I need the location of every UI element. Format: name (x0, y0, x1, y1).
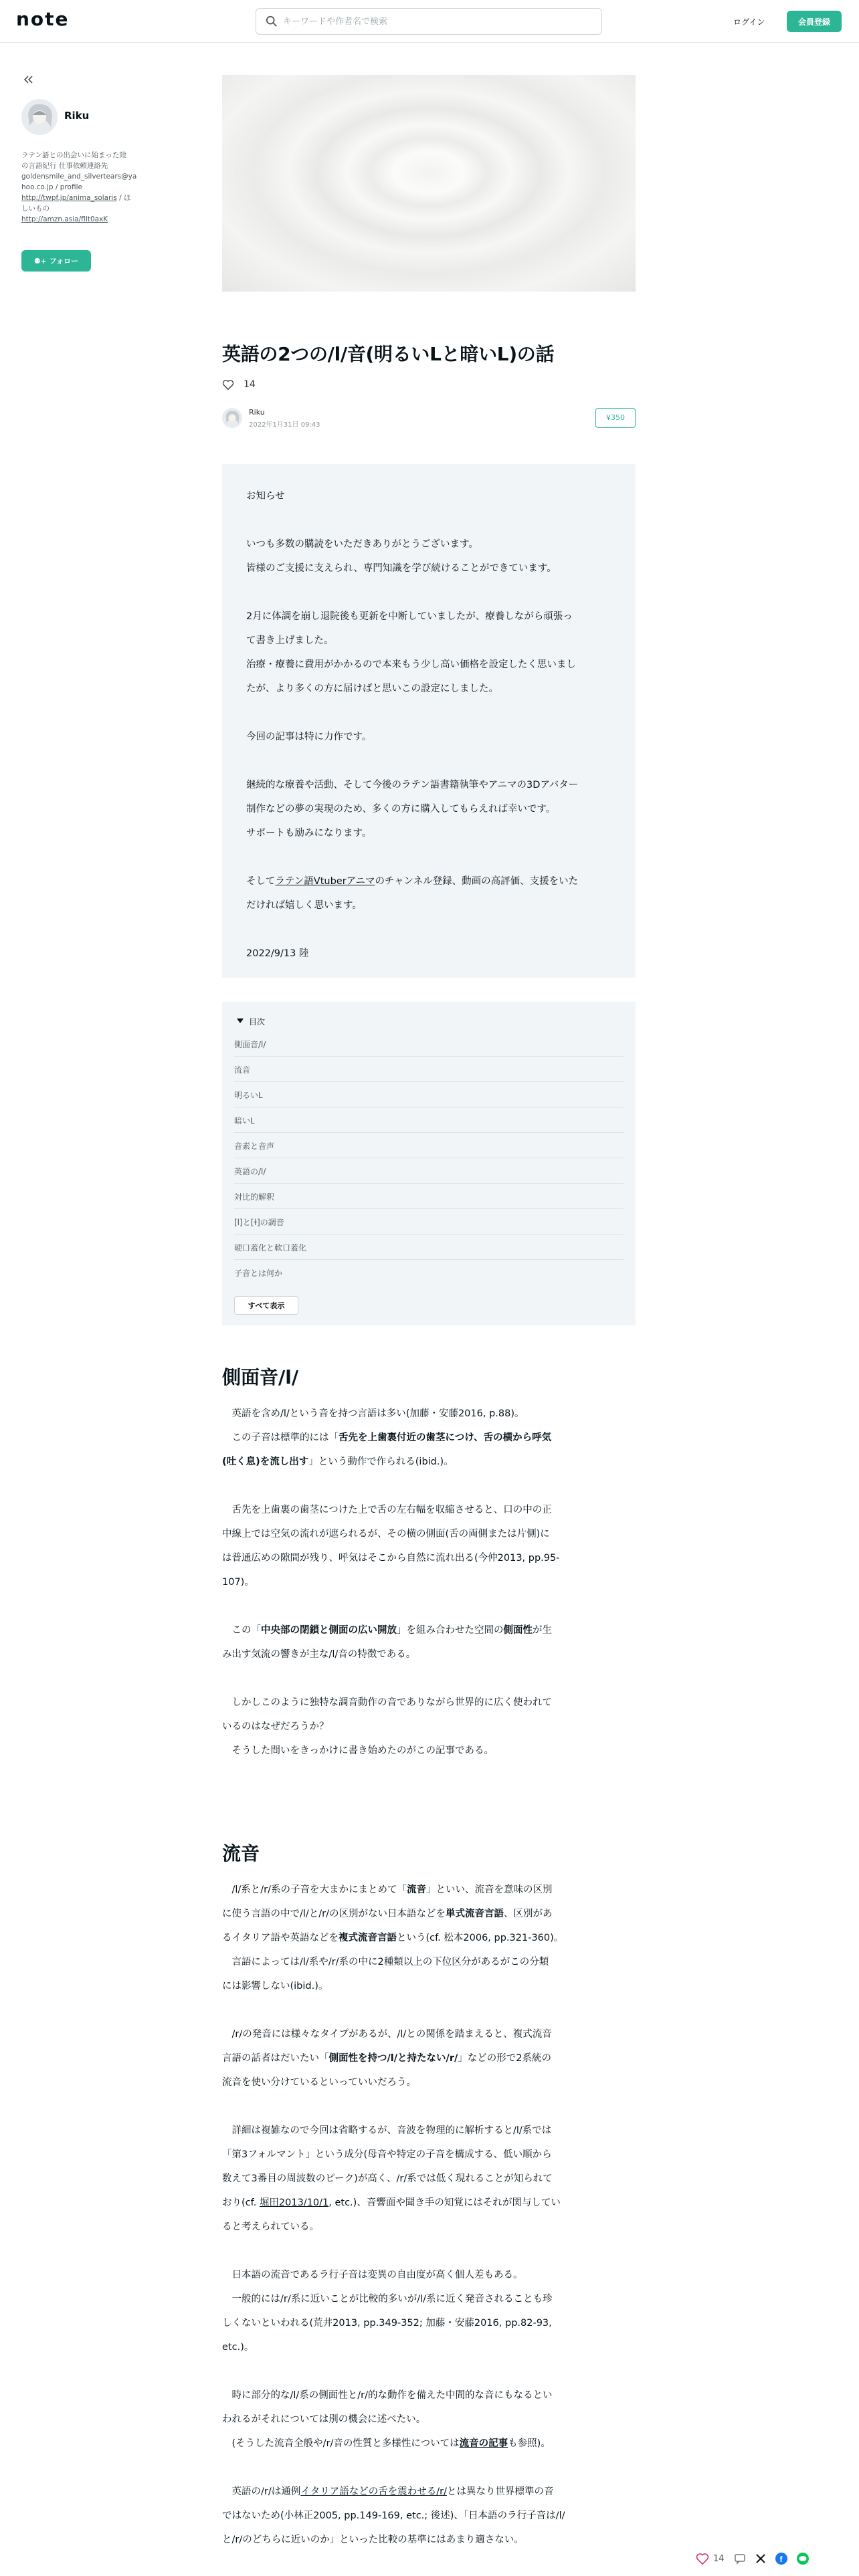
like-count[interactable]: 14 (244, 379, 256, 390)
author-row (222, 407, 636, 433)
toc-item[interactable]: 音素と音声 (234, 1133, 624, 1158)
toc-header[interactable]: 目次 (234, 1011, 624, 1031)
price-badge[interactable]: ¥350 (595, 408, 636, 428)
line-icon[interactable] (797, 2553, 809, 2565)
creator-name[interactable]: Riku (64, 110, 90, 122)
add-user-icon: ⚉+ (33, 257, 47, 265)
hotta-link[interactable]: 堀田2013/10/1 (259, 2197, 329, 2208)
heart-icon[interactable] (696, 2553, 709, 2565)
wishlist-link[interactable]: http://amzn.asia/flIt0axK (21, 215, 108, 223)
toc-show-all-button[interactable]: すべて表示 (234, 1296, 298, 1315)
author-name[interactable]: Riku (249, 408, 265, 417)
creator-bio: ラテン語との出会いに始まった陸 の言語紀行 仕事依頼連絡先 goldensmile_and_silvertears@ya hoo.co.jp / profile http://twpf.jp/anima_solaris / ほ しいもの http://amzn.asia/flIt0axK (21, 151, 137, 223)
follow-button[interactable]: ⚉+ フォロー (21, 250, 91, 272)
header-image (222, 75, 636, 292)
section-body: /l/系と/r/系の子音を大まかにまとめて「流音」といい、流音を意味の区別 に使う言語の中で/l/と/r/の区別がない日本語などを単式流音言語、区別があ るイタリア語や英語などを複式流音言語という(cf. 松本2006, pp.321-360)。 言語によっては/l/系や/r/系の中に2種類以上の下位区分があるがこの分類 には影響しない(ibid.)。 /r/の発音には様々なタイプがあるが、/l/との関係を踏まえると、複式流音 言語の話者はだいたい「側面性を持つ/l/と持たない/r/」などの形で2系統の 流音を使い分けているといっていいだろう。 詳細は複雑なので今回は省略するが、音波を物理的に解析すると/l/系では 「第3フォルマント」という成分(母音や特定の子音を構成する、低い順から 数えて3番目の周波数のピーク)が高く、/r/系では低く現れることが知られて おり(cf. 堀田2013/10/1, etc.)、音響面や聞き手の知覚にはそれが関与してい ると考えられている。 日本語の流音であるラ行子音は変異の自由度が高く個人差もある。 一般的には/r/系に近いことが比較的多いが/l/系に近く発音されることも珍 しくないといわれる(荒井2013, pp.349-352; 加藤・安藤2016, pp.82-93, etc.)。 時に部分的な/l/系の側面性と/r/的な動作を備えた中間的な音にもなるとい われるがそれについては別の機会に述べたい。 (そうした流音全般や/r/音の性質と多様性については流音の記事も参照)。 英語の/r/は通例イタリア語などの舌を震わせる/r/とは異なり世界標準の音 ではないため(小林正2005, pp.149-169, etc.; 後述)、「日本語のラ行子音は/l/ と/r/のどちらに近いのか」といった比較の基準にはあまり適さない。 (222, 1885, 565, 2545)
signup-button[interactable]: 会員登録 (787, 11, 842, 32)
toc-item[interactable]: 対比的解釈 (234, 1184, 624, 1209)
heart-icon[interactable] (222, 379, 234, 390)
section-heading: 側面音/l/ (222, 1366, 299, 1388)
like-count: 14 (713, 2553, 725, 2564)
toc-item[interactable]: 流音 (234, 1057, 624, 1082)
author-avatar[interactable] (222, 408, 242, 428)
article-title: 英語の2つの/l/音(明るいLと暗いL)の話 (222, 343, 555, 365)
italian-r-link[interactable]: イタリア語などの舌を震わせる/r/ (300, 2486, 447, 2497)
section-heading: 流音 (222, 1842, 260, 1864)
notice-heading: お知らせ (246, 491, 285, 502)
toc-item[interactable]: 暗いL (234, 1107, 624, 1133)
creator-avatar[interactable] (21, 99, 58, 135)
like-row (222, 377, 636, 392)
search-box[interactable] (256, 8, 602, 35)
collapse-sidebar-icon[interactable] (23, 74, 35, 86)
bottom-action-bar (696, 2545, 859, 2572)
profile-link[interactable]: http://twpf.jp/anima_solaris (21, 194, 117, 202)
toc-item[interactable]: [l]と[ɫ]の調音 (234, 1209, 624, 1235)
liquid-article-link[interactable]: 流音の記事 (459, 2438, 508, 2449)
x-twitter-icon[interactable] (755, 2553, 766, 2564)
table-of-contents (222, 1002, 636, 1325)
toc-item[interactable]: 英語の/l/ (234, 1158, 624, 1184)
facebook-icon[interactable] (775, 2553, 787, 2565)
note-logo[interactable]: note (16, 8, 70, 30)
toc-item[interactable]: 子音とは何か (234, 1269, 283, 1278)
login-button[interactable]: ログイン (723, 11, 775, 32)
toc-item[interactable]: 硬口蓋化と軟口蓋化 (234, 1235, 624, 1260)
svg-text:f: f (779, 2555, 783, 2564)
comment-icon[interactable] (734, 2553, 746, 2565)
search-input[interactable] (283, 9, 591, 34)
toc-item[interactable]: 明るいL (234, 1082, 624, 1107)
post-date: 2022年1月31日 09:43 (249, 421, 320, 429)
notice-box: お知らせ いつも多数の購読をいただきありがとうございます。 皆様のご支援に支えられ、専門知識を学び続けることができています。 2月に体調を崩し退院後も更新を中断していましたが、療養しながら頑張っ て書き上げました。 治療・療養に費用がかかるので本来もう少し高い価格を設定したく思いまし たが、より多くの方に届けばと思いこの設定にしました。 今回の記事は特に力作です。 継続的な療養や活動、そして今後のラテン語書籍執筆やアニマの3Dアバター 制作などの夢の実現のため、多くの方に購入してもらえれば幸いです。 サポートも励みになります。 そしてラテン語Vtuberアニマのチャンネル登録、動画の高評価、支援をいた だければ嬉しく思います。 2022/9/13 陸 (222, 464, 636, 978)
vtuber-channel-link[interactable]: ラテン語Vtuberアニマ (275, 876, 375, 887)
header (0, 0, 859, 43)
toc-item[interactable]: 側面音/l/ (234, 1031, 624, 1057)
section-body: 英語を含め/l/という音を持つ言語は多い(加藤・安藤2016, p.88)。 この子音は標準的には「舌先を上歯裏付近の歯茎につけ、舌の横から呼気 (吐く息)を流し出す」という動作で作られる(ibid.)。 舌先を上歯裏の歯茎につけた上で舌の左右幅を収縮させると、口の中の正 中線上では空気の流れが遮られるが、その横の側面(舌の両側または片側)に は普通広めの隙間が残り、呼気はそこから自然に流れ出る(今仲2013, pp.95- 107)。 この「中央部の閉鎖と側面の広い開放」を組み合わせた空間の側面性が生 み出す気流の響きが主な/l/音の特徴である。 しかしこのように独特な調音動作の音でありながら世界的に広く使われて いるのはなぜだろうか？ そうした問いをきっかけに書き始めたのがこの記事である。 (222, 1408, 560, 1756)
search-icon (266, 15, 278, 27)
notice-signoff: 2022/9/13 陸 (246, 948, 309, 959)
caret-down-icon (237, 1018, 244, 1024)
